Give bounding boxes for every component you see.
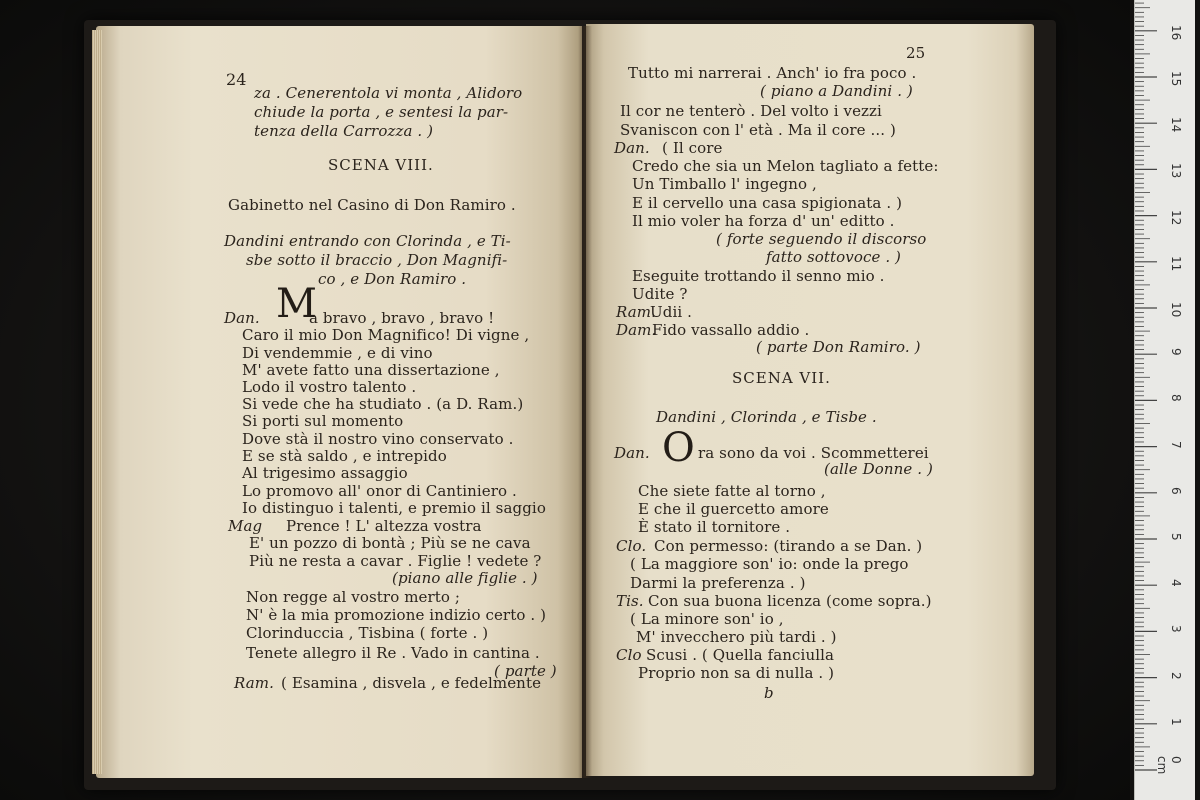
text-line: N' è la mia promozione indizio certo . ) [246,606,547,624]
text-line: E' un pozzo di bontà ; Più se ne cava [249,534,531,552]
ruler-ticks [1135,0,1195,800]
text-line: Proprio non sa di nulla . ) [638,664,835,682]
text-line: Io distinguo i talenti, e premio il saggio [242,499,546,517]
text-line: ( parte ) [494,662,557,680]
ruler-number: 4 [1169,579,1183,587]
text-line: Di vendemmie , e di vino [242,344,433,362]
text-line: Lodo il vostro talento . [242,378,417,396]
ruler-number: 2 [1169,671,1183,680]
text-line: E se stà saldo , e intrepido [242,447,447,465]
text-line: Clorinduccia , Tisbina ( forte . ) [246,624,489,642]
text-line: ( piano a Dandini . ) [760,82,913,100]
text-line: Tenete allegro il Re . Vado in cantina . [246,644,540,662]
text-line: b [764,684,774,702]
speaker-label: Dan. [614,139,650,157]
text-line: ( La minore son' io , [630,610,784,628]
text-line: Più ne resta a cavar . Figlie ! vedete ? [249,552,542,570]
text-line: Con permesso: (tirando a se Dan. ) [654,537,923,555]
text-line: Non regge al vostro merto ; [246,588,461,606]
text-line: ( Il core [662,139,723,157]
text-line: È stato il tornitore . [638,518,791,536]
text-line: Udite ? [632,285,688,303]
ruler-number: 11 [1169,255,1183,272]
drop-cap: M [276,281,317,327]
speaker-label: Ram. [616,303,656,321]
text-line: Udii . [650,303,692,321]
text-line: Eseguite trottando il senno mio . [632,267,885,285]
text-line: (alle Donne . ) [824,460,933,478]
text-line: M' avete fatto una dissertazione , [242,361,500,379]
ruler-number: 12 [1169,209,1183,225]
text-line: Gabinetto nel Casino di Don Ramiro . [228,196,516,214]
text-line: ra sono da voi . Scommetterei [698,444,929,462]
text-line: Si vede che ha studiato . (a D. Ram.) [242,395,524,413]
ruler-number: 7 [1169,440,1183,449]
drop-cap: O [662,425,695,471]
text-line: Si porti sul momento [242,412,404,430]
text-line: sbe sotto il braccio , Don Magnifi- [246,251,508,269]
text-line: Fido vassallo addio . [652,321,810,339]
book-gutter [578,26,592,778]
text-line: a bravo , bravo , bravo ! [309,309,495,327]
text-line: Un Timballo l' ingegno , [632,175,817,193]
text-line: Al trigesimo assaggio [242,464,408,482]
page-number-right: 25 [906,44,926,62]
text-line: ( La maggiore son' io: onde la prego [630,555,909,573]
text-line: Il cor ne tenterò . Del volto i vezzi [620,102,882,120]
text-line: M' invecchero più tardi . ) [636,628,837,646]
ruler-number: 6 [1169,486,1183,495]
text-line: Lo promovo all' onor di Cantiniero . [242,482,517,500]
text-line: za . Cenerentola vi monta , Alidoro [254,84,523,102]
ruler-number: 9 [1169,348,1183,356]
right-page [586,24,1034,776]
speaker-label: Ram. [234,674,274,692]
text-line: Darmi la preferenza . ) [630,574,806,592]
text-line: Dandini entrando con Clorinda , e Ti- [224,232,511,250]
text-line: Con sua buona licenza (come sopra.) [648,592,932,610]
text-line: Prence ! L' altezza vostra [286,517,482,535]
page-edges [92,30,102,774]
text-line: ( parte Don Ramiro. ) [756,338,921,356]
text-line: ( Esamina , disvela , e fedelmente [281,674,542,692]
text-line: co , e Don Ramiro . [318,270,467,288]
text-line: (piano alle figlie . ) [392,569,538,587]
text-line: chiude la porta , e sentesi la par- [254,103,509,121]
ruler-number: 8 [1169,394,1183,403]
text-line: Caro il mio Don Magnifico! Di vigne , [242,326,530,344]
text-line: Tutto mi narrerai . Anch' io fra poco . [628,64,917,82]
speaker-label: Dam. [616,321,657,339]
ruler-number: 14 [1169,117,1183,133]
ruler-number: 3 [1169,625,1183,634]
ruler-number: 10 [1169,302,1183,318]
text-line: E il cervello una casa spigionata . ) [632,194,903,212]
ruler-unit-label: 0 cm [1155,756,1183,775]
ruler-number: 15 [1169,71,1183,87]
speaker-label: Tis. [616,592,644,610]
text-line: SCENA VII. [732,369,831,387]
text-line: SCENA VIII. [328,156,434,174]
text-line: Il mio voler ha forza d' un' editto . [632,212,895,230]
speaker-label: Dan. [614,444,650,462]
speaker-label: Clo [616,646,642,664]
text-line: Scusi . ( Quella fanciulla [646,646,835,664]
left-page [96,26,582,778]
ruler-number: 16 [1169,24,1183,41]
ruler-number: 5 [1169,533,1183,541]
page-number-left: 24 [226,70,247,89]
ruler-number: 1 [1169,717,1183,726]
text-line: Svaniscon con l' età . Ma il core ... ) [620,121,896,139]
text-line: tenza della Carrozza . ) [254,122,434,140]
speaker-label: Clo. [616,537,647,555]
text-line: Dove stà il nostro vino conservato . [242,430,514,448]
text-line: Che siete fatte al torno , [638,482,826,500]
ruler-number: 13 [1169,163,1183,179]
text-line: Credo che sia un Melon tagliato a fette: [632,157,939,175]
measuring-ruler [1134,0,1195,800]
speaker-label: Mag [228,517,263,535]
text-line: E che il guercetto amore [638,500,829,518]
speaker-label: Dan. [224,309,260,327]
text-line: ( forte seguendo il discorso [716,230,927,248]
text-line: Dandini , Clorinda , e Tisbe . [656,408,877,426]
text-line: fatto sottovoce . ) [766,248,902,266]
